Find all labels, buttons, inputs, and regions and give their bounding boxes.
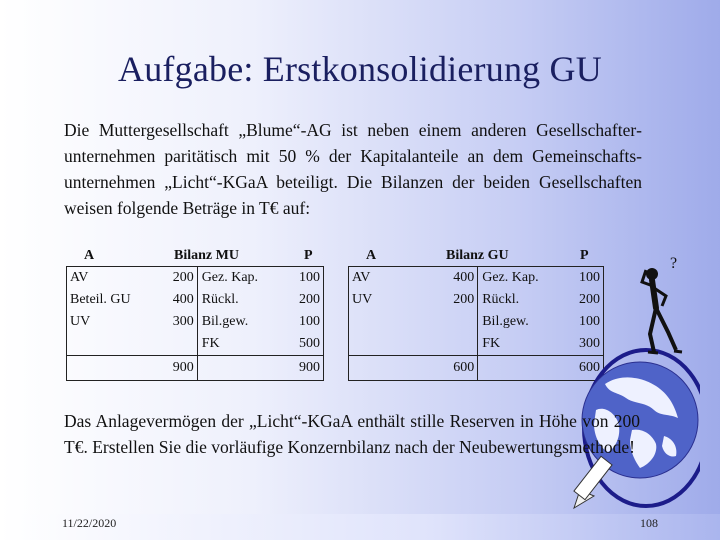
table-cell: 200	[161, 267, 197, 290]
page-number: 108	[640, 516, 658, 530]
table-cell: 200	[579, 292, 600, 307]
table-cell	[442, 333, 478, 356]
balance-mu-header	[66, 248, 324, 266]
balance-gu-col-p: P	[580, 248, 589, 263]
table-row	[349, 289, 604, 311]
table-cell: 100	[579, 270, 600, 285]
total-left: 600	[442, 356, 478, 381]
table-cell: Beteil. GU	[70, 292, 131, 307]
table-cell: 100	[299, 270, 320, 285]
slide-date: 11/22/2020	[62, 516, 117, 530]
table-cell: AV	[70, 270, 89, 285]
table-cell: 100	[579, 314, 600, 329]
table-cell: 400	[442, 267, 478, 290]
table-cell: Rückl.	[201, 292, 239, 307]
table-cell	[442, 311, 478, 333]
balance-sheet-mu	[66, 248, 324, 381]
table-cell: UV	[70, 314, 91, 329]
table-cell: 400	[161, 289, 197, 311]
balance-gu-title: Bilanz GU	[446, 248, 509, 263]
intro-text: Die Muttergesellschaft „Blume“-AG ist neben einem anderen Gesellschafterunternehmen paritätisch mit 50 % der Kapitalanteile an dem Gemeinschaftsunternehmen „Licht“-KGaA beteiligt. Die Bilanzen der beiden Gesellschaften weisen folgende Beträge in T€ auf:	[64, 120, 642, 218]
table-cell	[161, 333, 197, 356]
table-cell: AV	[352, 270, 371, 285]
table-cell	[478, 356, 568, 381]
total-left: 900	[161, 356, 197, 381]
total-right: 900	[287, 356, 323, 381]
table-row	[349, 267, 604, 290]
balance-gu-col-a: A	[366, 248, 377, 263]
table-cell	[197, 356, 287, 381]
table-row	[67, 311, 324, 333]
balance-mu-col-p: P	[304, 248, 313, 263]
table-cell: FK	[201, 336, 220, 351]
table-cell: 500	[299, 336, 320, 351]
table-row	[67, 289, 324, 311]
table-cell: Gez. Kap.	[201, 270, 259, 285]
balance-mu-table	[66, 266, 324, 381]
table-cell: 200	[442, 289, 478, 311]
table-cell: 300	[579, 336, 600, 351]
table-cell: Gez. Kap.	[482, 270, 539, 285]
thinking-figure-icon	[632, 252, 692, 362]
table-cell: UV	[352, 292, 373, 307]
table-cell: FK	[482, 336, 501, 351]
table-row	[349, 311, 604, 333]
table-cell: Rückl.	[482, 292, 520, 307]
table-cell	[67, 356, 162, 381]
total-right: 600	[567, 356, 603, 381]
table-cell: Bil.gew.	[482, 314, 529, 329]
balance-mu-col-a: A	[84, 248, 95, 263]
table-row	[67, 333, 324, 356]
table-cell: 200	[299, 292, 320, 307]
table-cell: Bil.gew.	[201, 314, 249, 329]
question-mark: ?	[670, 255, 678, 272]
table-cell	[349, 311, 442, 333]
table-cell: 100	[299, 314, 320, 329]
table-row	[67, 267, 324, 290]
table-total-row	[67, 356, 324, 381]
balance-gu-header	[348, 248, 604, 266]
balance-mu-title: Bilanz MU	[174, 248, 239, 263]
task-text: Das Anlagevermögen der „Licht“-KGaA enthält stille Reserven in Höhe von 200 T€. Erstellen Sie die vorläufige Konzernbilanz nach der Neubewertungsmethode!	[64, 411, 640, 457]
table-cell	[349, 333, 442, 356]
slide-title: Aufgabe: Erstkonsolidierung GU	[118, 49, 602, 89]
table-cell	[67, 333, 162, 356]
table-cell	[349, 356, 442, 381]
table-cell: 300	[161, 311, 197, 333]
